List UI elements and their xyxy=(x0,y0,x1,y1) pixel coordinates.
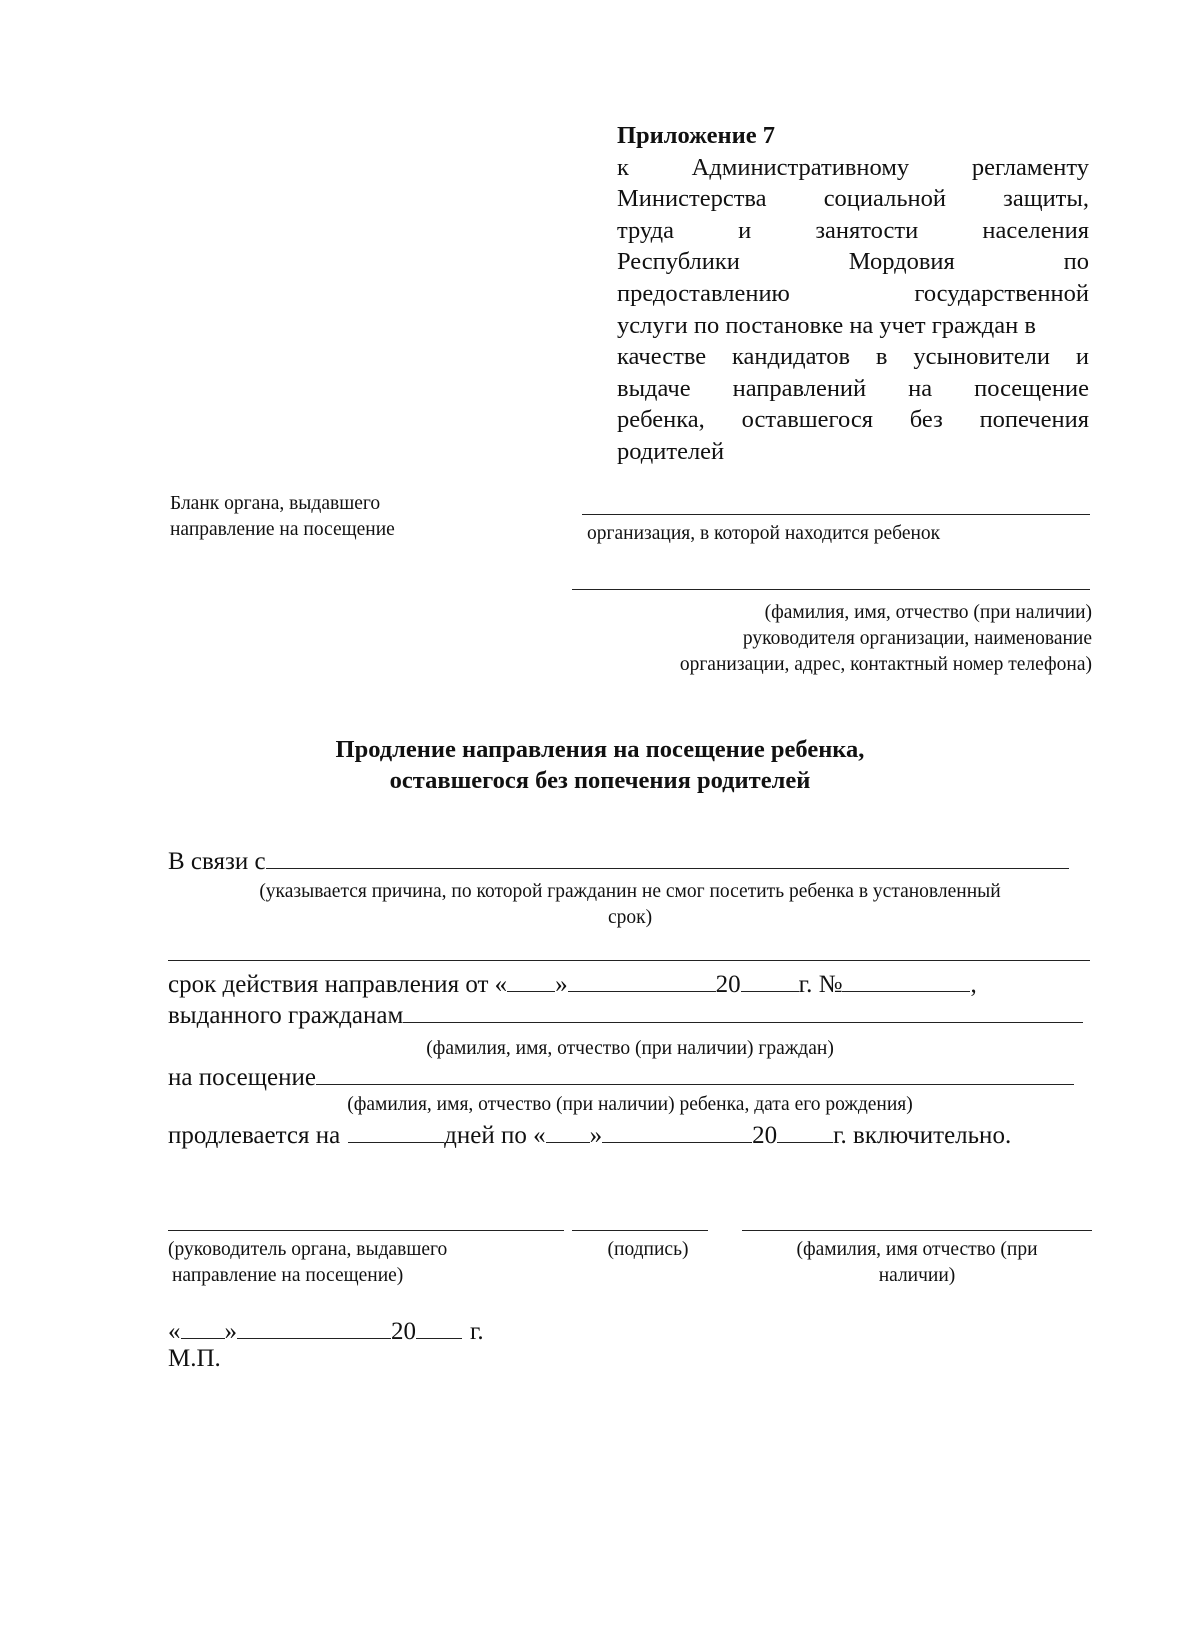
visit-row xyxy=(168,1062,1074,1093)
validity-month-field[interactable] xyxy=(568,969,716,992)
validity-year-field[interactable] xyxy=(741,969,799,992)
date-day-field[interactable] xyxy=(181,1316,225,1339)
appendix-word: качестве xyxy=(617,343,707,371)
organization-head-caption: (фамилия, имя, отчество (при наличии) руководителя организации, наименование организации, адрес, контактный номер телефона) xyxy=(679,602,1092,675)
appendix-word: Мордовия xyxy=(848,248,955,276)
appendix-word: кандидатов xyxy=(732,343,851,371)
reason-caption: (указывается причина, по которой гражданин не смог посетить ребенка в установленный срок) xyxy=(259,881,1001,928)
organization-head-field[interactable] xyxy=(572,589,1090,590)
visit-caption: (фамилия, имя, отчество (при наличии) ребенка, дата его рождения) xyxy=(347,1094,913,1115)
appendix-word: направлений xyxy=(732,374,867,402)
extension-days-field[interactable] xyxy=(348,1120,444,1143)
issuer-blank-label: Бланк органа, выдавшего направление на посещение xyxy=(170,493,395,540)
appendix-word: посещение xyxy=(974,374,1089,402)
appendix-word: родителей xyxy=(617,437,725,465)
extension-label: продлевается на xyxy=(168,1122,341,1149)
appendix-word: услуги по постановке на учет граждан в xyxy=(617,311,1036,339)
appendix-line xyxy=(617,183,1089,215)
appendix-word: усыновители xyxy=(913,343,1050,371)
appendix-line xyxy=(617,215,1089,247)
validity-day-field[interactable] xyxy=(507,969,555,992)
issued-row xyxy=(168,1000,1083,1031)
head-name-field[interactable] xyxy=(742,1230,1092,1231)
appendix-word: Министерства xyxy=(617,185,767,213)
signature-caption: (подпись) xyxy=(607,1239,689,1260)
appendix-word: Республики xyxy=(617,248,740,276)
appendix-word: оставшегося xyxy=(741,406,873,434)
appendix-line xyxy=(617,404,1089,436)
issued-citizens-field[interactable] xyxy=(403,1000,1083,1023)
appendix-word: в xyxy=(875,343,888,371)
appendix-title: Приложение 7 xyxy=(617,122,775,149)
appendix-word: труда xyxy=(617,216,674,244)
signature-field[interactable] xyxy=(572,1230,708,1231)
organization-field[interactable] xyxy=(582,514,1090,515)
extension-month-field[interactable] xyxy=(602,1120,752,1143)
appendix-word: предоставлению xyxy=(617,279,790,307)
appendix-word: по xyxy=(1063,248,1089,276)
extension-row: продлевается на дней по « » 20 г. включительно. xyxy=(168,1122,1012,1149)
document-title: Продление направления на посещение ребенка, оставшегося без попечения родителей xyxy=(335,736,865,794)
visit-child-field[interactable] xyxy=(316,1062,1074,1085)
issued-caption: (фамилия, имя, отчество (при наличии) граждан) xyxy=(426,1038,834,1059)
appendix-word: без xyxy=(909,406,943,434)
appendix-word: Административному xyxy=(691,153,910,181)
extension-year-field[interactable] xyxy=(777,1120,833,1143)
appendix-line xyxy=(617,436,1089,468)
date-row: « » 20 г. xyxy=(168,1318,484,1345)
appendix-word: ребенка, xyxy=(617,406,705,434)
appendix-line xyxy=(617,341,1089,373)
reason-label: В связи с xyxy=(168,848,266,875)
appendix-word: и xyxy=(1075,343,1089,371)
appendix-word: населения xyxy=(982,216,1089,244)
appendix-word: защиты, xyxy=(1003,185,1089,213)
appendix-word: занятости xyxy=(815,216,919,244)
appendix-word: на xyxy=(908,374,933,402)
reason-row xyxy=(168,846,1069,877)
head-position-caption: (руководитель органа, выдавшего направление на посещение) xyxy=(168,1239,448,1286)
appendix-block xyxy=(617,120,1089,468)
organization-caption: организация, в которой находится ребенок xyxy=(587,523,941,544)
appendix-word: государственной xyxy=(914,279,1089,307)
validity-number-field[interactable] xyxy=(842,969,970,992)
head-name-caption: (фамилия, имя отчество (при наличии) xyxy=(796,1239,1038,1286)
reason-field[interactable] xyxy=(266,846,1069,869)
appendix-word: к xyxy=(617,153,629,181)
appendix-line xyxy=(617,310,1089,342)
validity-label: срок действия направления от « xyxy=(168,971,508,998)
appendix-word: и xyxy=(738,216,752,244)
stamp-label: М.П. xyxy=(168,1345,221,1372)
appendix-word: социальной xyxy=(823,185,946,213)
appendix-line xyxy=(617,373,1089,405)
extension-day-field[interactable] xyxy=(546,1120,590,1143)
appendix-word: регламенту xyxy=(971,153,1089,181)
appendix-line xyxy=(617,278,1089,310)
appendix-line xyxy=(617,152,1089,184)
appendix-line xyxy=(617,246,1089,278)
head-position-field[interactable] xyxy=(168,1230,564,1231)
reason-field-continued[interactable] xyxy=(168,960,1090,961)
date-year-field[interactable] xyxy=(416,1316,462,1339)
validity-row: срок действия направления от « » 20 г. № , xyxy=(168,971,977,998)
appendix-text xyxy=(617,152,1089,468)
issued-label: выданного гражданам xyxy=(168,1002,404,1029)
appendix-word: выдаче xyxy=(617,374,691,402)
date-month-field[interactable] xyxy=(237,1316,391,1339)
appendix-word: попечения xyxy=(979,406,1089,434)
visit-label: на посещение xyxy=(168,1064,316,1091)
